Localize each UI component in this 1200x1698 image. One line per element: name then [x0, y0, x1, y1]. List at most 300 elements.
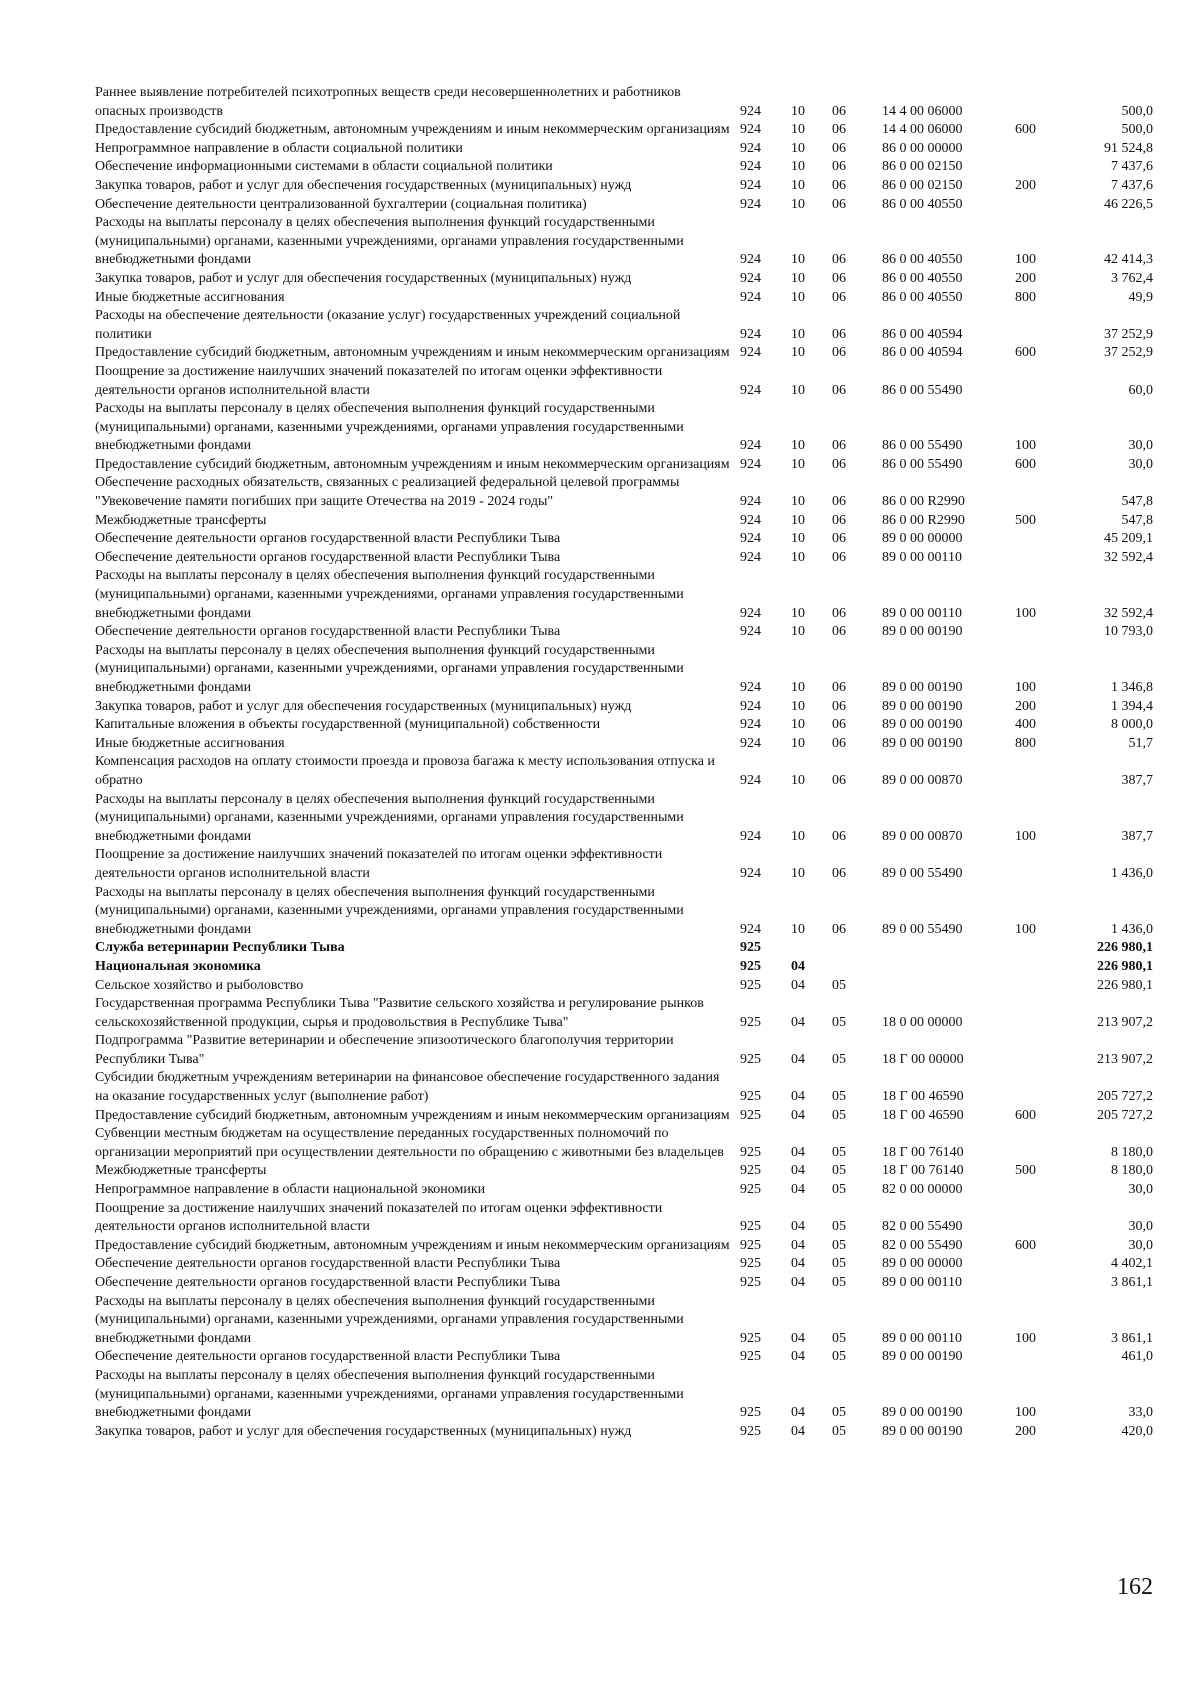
row-section-code: 10: [791, 326, 805, 342]
row-target-article: 89 0 00 00870: [882, 828, 963, 844]
row-subsection-code: 06: [832, 159, 846, 175]
row-name: Обеспечение деятельности органов государственной власти Республики Тыва: [95, 1256, 561, 1272]
row-amount: 8 000,0: [1111, 717, 1153, 733]
row-expense-type: 600: [1015, 345, 1036, 361]
row-expense-type: [1015, 549, 1069, 568]
row-amount: 7 437,6: [1111, 159, 1153, 175]
row-ved-code: 925: [740, 1423, 761, 1439]
row-expense-type: 800: [1015, 289, 1036, 305]
budget-table: [95, 84, 1155, 1441]
row-subsection-code: 06: [832, 605, 846, 621]
table-row: [95, 884, 1155, 940]
table-row: [95, 530, 1155, 549]
row-amount: 387,7: [1121, 828, 1153, 844]
row-section-code: 10: [791, 270, 805, 286]
row-ved-code: 924: [740, 735, 761, 751]
row-subsection-code: 06: [832, 512, 846, 528]
row-section-code: 04: [791, 977, 805, 993]
budget-table-body: [95, 84, 1155, 1441]
row-name: Предоставление субсидий бюджетным, автономным учреждениям и иным некоммерческим организациям: [95, 345, 730, 361]
row-name: Обеспечение информационными системами в области социальной политики: [95, 159, 553, 175]
row-section-code: 10: [791, 698, 805, 714]
row-subsection-code: 06: [832, 549, 846, 565]
row-subsection-code: 06: [832, 624, 846, 640]
row-ved-code: 924: [740, 549, 761, 565]
row-name: Предоставление субсидий бюджетным, автономным учреждениям и иным некоммерческим организациям: [95, 122, 730, 138]
row-ved-code: 924: [740, 456, 761, 472]
row-expense-type: 100: [1015, 680, 1036, 695]
row-ved-code: 925: [740, 1144, 761, 1160]
row-expense-type: 100: [1015, 438, 1036, 454]
row-ved-code: 924: [740, 177, 761, 193]
row-name: Обеспечение деятельности органов государственной власти Республики Тыва: [95, 531, 561, 547]
table-row: [95, 400, 1155, 456]
row-section-code: 04: [791, 1405, 805, 1421]
row-subsection-code: 05: [832, 1405, 846, 1421]
row-amount: 387,7: [1121, 772, 1153, 788]
table-row: [95, 270, 1155, 289]
row-subsection-code: 06: [832, 456, 846, 472]
row-ved-code: 925: [740, 1219, 761, 1235]
row-expense-type: 200: [1015, 177, 1036, 193]
row-expense-type: [1015, 846, 1069, 883]
row-subsection-code: 05: [832, 1014, 846, 1030]
row-expense-type: [1015, 939, 1069, 958]
row-target-article: 89 0 00 55490: [882, 921, 963, 937]
row-ved-code: 924: [740, 921, 761, 937]
row-subsection-code: 06: [832, 177, 846, 193]
row-target-article: 86 0 00 55490: [882, 456, 963, 472]
row-amount: 226 980,1: [1097, 940, 1153, 956]
row-expense-type: [1015, 363, 1069, 400]
row-expense-type: 500: [1015, 512, 1036, 528]
row-name: Межбюджетные трансферты: [95, 512, 267, 528]
row-expense-type: [1015, 1125, 1069, 1162]
row-name: Иные бюджетные ассигнования: [95, 735, 285, 751]
table-row: [95, 1348, 1155, 1367]
row-name: Закупка товаров, работ и услуг для обеспечения государственных (муниципальных) нужд: [95, 1423, 632, 1439]
row-expense-type: 600: [1015, 122, 1036, 138]
row-amount: 37 252,9: [1104, 345, 1153, 361]
row-amount: 45 209,1: [1104, 531, 1153, 547]
row-target-article: 14 4 00 06000: [882, 103, 963, 119]
row-amount: 30,0: [1128, 456, 1153, 472]
row-ved-code: 925: [740, 1330, 761, 1346]
row-amount: 205 727,2: [1097, 1089, 1153, 1105]
row-amount: 1 436,0: [1111, 921, 1153, 937]
table-row: [95, 642, 1155, 698]
row-expense-type: 600: [1015, 1107, 1036, 1123]
row-ved-code: 924: [740, 159, 761, 175]
row-name: Расходы на выплаты персоналу в целях обеспечения выполнения функций государственными (муниципальными) органами, казенными учреждениями, органами управления государственными внебюджетными фондами: [95, 568, 684, 621]
row-name: Обеспечение расходных обязательств, связанных с реализацией федеральной целевой программы "Увековечение памяти погибших при защите Отечества на 2019 - 2024 годы": [95, 475, 680, 510]
row-name: Предоставление субсидий бюджетным, автономным учреждениям и иным некоммерческим организациям: [95, 1237, 730, 1253]
row-name: Обеспечение деятельности органов государственной власти Республики Тыва: [95, 1275, 561, 1290]
row-section-code: 10: [791, 122, 805, 138]
row-target-article: 89 0 00 00110: [882, 549, 962, 565]
row-section-code: 10: [791, 717, 805, 733]
row-ved-code: 925: [740, 940, 761, 956]
row-amount: 30,0: [1128, 1237, 1153, 1253]
row-section-code: 10: [791, 382, 805, 398]
table-row: [95, 140, 1155, 159]
table-row: [95, 177, 1155, 196]
row-expense-type: [1015, 1348, 1069, 1367]
row-expense-type: 100: [1015, 252, 1036, 268]
table-row: [95, 158, 1155, 177]
row-section-code: 10: [791, 252, 805, 268]
row-amount: 32 592,4: [1104, 605, 1153, 621]
row-expense-type: 200: [1015, 698, 1036, 714]
row-target-article: [882, 939, 1015, 958]
row-target-article: 89 0 00 00190: [882, 698, 963, 714]
row-target-article: 18 Г 00 00000: [882, 1051, 964, 1067]
row-amount: 10 793,0: [1104, 624, 1153, 640]
row-target-article: 86 0 00 40594: [882, 326, 963, 342]
row-target-article: 86 0 00 40550: [882, 196, 963, 212]
row-section-code: [791, 939, 832, 958]
row-target-article: 18 Г 00 46590: [882, 1089, 964, 1105]
row-subsection-code: 06: [832, 698, 846, 714]
row-section-code: 04: [791, 1330, 805, 1346]
row-ved-code: 924: [740, 494, 761, 510]
table-row: [95, 307, 1155, 344]
table-row: [95, 196, 1155, 215]
row-ved-code: 924: [740, 717, 761, 733]
table-row: [95, 1125, 1155, 1162]
table-row: [95, 121, 1155, 140]
table-row: [95, 1200, 1155, 1237]
row-target-article: 89 0 00 00190: [882, 1423, 963, 1439]
row-ved-code: 925: [740, 1014, 761, 1030]
row-subsection-code: 05: [832, 977, 846, 993]
row-name: Обеспечение деятельности органов государственной власти Республики Тыва: [95, 624, 561, 640]
row-ved-code: 925: [740, 1349, 761, 1365]
row-section-code: 10: [791, 456, 805, 472]
row-ved-code: 924: [740, 140, 761, 156]
row-name: Иные бюджетные ассигнования: [95, 289, 285, 305]
row-ved-code: 925: [740, 958, 761, 974]
row-ved-code: 924: [740, 196, 761, 212]
table-row: [95, 1255, 1155, 1274]
row-section-code: 04: [791, 1423, 805, 1439]
row-expense-type: [1015, 1274, 1069, 1293]
table-row: [95, 977, 1155, 996]
row-target-article: 89 0 00 00190: [882, 735, 963, 751]
row-ved-code: 924: [740, 828, 761, 844]
row-section-code: 04: [791, 958, 805, 974]
row-expense-type: [1015, 140, 1069, 159]
row-ved-code: 925: [740, 1051, 761, 1067]
row-section-code: 10: [791, 512, 805, 528]
row-section-code: 10: [791, 772, 805, 788]
row-ved-code: 925: [740, 1107, 761, 1123]
row-ved-code: 924: [740, 103, 761, 119]
row-target-article: 89 0 00 55490: [882, 865, 963, 881]
row-section-code: 10: [791, 921, 805, 937]
row-target-article: 89 0 00 00870: [882, 772, 963, 788]
row-expense-type: [1015, 1200, 1069, 1237]
row-amount: 3 861,1: [1111, 1330, 1153, 1346]
row-ved-code: 924: [740, 865, 761, 881]
row-name: Обеспечение деятельности централизованной бухгалтерии (социальная политика): [95, 196, 587, 212]
row-name: Обеспечение деятельности органов государственной власти Республики Тыва: [95, 549, 561, 565]
row-expense-type: [1015, 84, 1069, 121]
row-subsection-code: 06: [832, 494, 846, 510]
row-subsection-code: 05: [832, 1163, 846, 1179]
row-section-code: 04: [791, 1256, 805, 1272]
row-subsection-code: 06: [832, 270, 846, 286]
row-amount: 42 414,3: [1104, 252, 1153, 268]
row-target-article: 89 0 00 00000: [882, 1256, 963, 1272]
row-ved-code: 924: [740, 270, 761, 286]
row-amount: 1 346,8: [1111, 680, 1153, 695]
row-section-code: 10: [791, 196, 805, 212]
row-ved-code: 925: [740, 1237, 761, 1253]
row-amount: 30,0: [1128, 438, 1153, 454]
row-subsection-code: 05: [832, 1051, 846, 1067]
row-subsection-code: 06: [832, 772, 846, 788]
row-amount: 8 180,0: [1111, 1144, 1153, 1160]
row-target-article: 89 0 00 00190: [882, 1405, 963, 1421]
row-section-code: 04: [791, 1182, 805, 1198]
row-name: Поощрение за достижение наилучших значений показателей по итогам оценки эффективности деятельности органов исполнительной власти: [95, 363, 663, 398]
row-name: Расходы на выплаты персоналу в целях обеспечения выполнения функций государственными (муниципальными) органами, казенными учреждениями, органами управления государственными внебюджетными фондами: [95, 401, 684, 454]
row-target-article: 86 0 00 02150: [882, 177, 963, 193]
row-subsection-code: 05: [832, 1275, 846, 1290]
row-name: Закупка товаров, работ и услуг для обеспечения государственных (муниципальных) нужд: [95, 177, 632, 193]
row-target-article: 86 0 00 55490: [882, 382, 963, 398]
row-amount: 91 524,8: [1104, 140, 1153, 156]
row-target-article: 89 0 00 00190: [882, 624, 963, 640]
page-number: 162: [1117, 1574, 1153, 1600]
row-name: Субсидии бюджетным учреждениям ветеринарии на финансовое обеспечение государственного задания на оказание государственных услуг (выполнение работ): [95, 1070, 720, 1105]
row-name: Предоставление субсидий бюджетным, автономным учреждениям и иным некоммерческим организациям: [95, 1107, 730, 1123]
table-row: [95, 846, 1155, 883]
row-subsection-code: 06: [832, 865, 846, 881]
row-target-article: 89 0 00 00190: [882, 680, 963, 695]
row-expense-type: [1015, 977, 1069, 996]
row-section-code: 10: [791, 438, 805, 454]
row-subsection-code: 05: [832, 1089, 846, 1105]
row-target-article: 18 Г 00 76140: [882, 1144, 964, 1160]
row-target-article: 18 Г 00 76140: [882, 1163, 964, 1179]
row-subsection-code: 06: [832, 828, 846, 844]
row-name: Расходы на обеспечение деятельности (оказание услуг) государственных учреждений социальной политики: [95, 308, 681, 342]
table-row: [95, 1237, 1155, 1256]
row-amount: 547,8: [1121, 494, 1153, 510]
row-subsection-code: 05: [832, 1144, 846, 1160]
row-name: Сельское хозяйство и рыболовство: [95, 977, 304, 993]
row-amount: 213 907,2: [1097, 1014, 1153, 1030]
table-row: [95, 939, 1155, 958]
row-name: Межбюджетные трансферты: [95, 1163, 267, 1179]
row-section-code: 10: [791, 828, 805, 844]
row-name: Поощрение за достижение наилучших значений показателей по итогам оценки эффективности деятельности органов исполнительной власти: [95, 847, 663, 881]
row-amount: 213 907,2: [1097, 1051, 1153, 1067]
row-target-article: [882, 977, 1015, 996]
table-row: [95, 791, 1155, 847]
row-name: Подпрограмма "Развитие ветеринарии и обеспечение эпизоотического благополучия территории Республики Тыва": [95, 1033, 674, 1067]
row-name: Субвенции местным бюджетам на осуществление переданных государственных полномочий по организации мероприятий при осуществлении деятельности по обращению с животными без владельцев: [95, 1126, 724, 1160]
row-section-code: 04: [791, 1275, 805, 1290]
row-subsection-code: 06: [832, 921, 846, 937]
row-amount: 49,9: [1128, 289, 1153, 305]
row-subsection-code: 06: [832, 438, 846, 454]
row-amount: 8 180,0: [1111, 1163, 1153, 1179]
table-row: [95, 716, 1155, 735]
row-name: Компенсация расходов на оплату стоимости проезда и провоза багажа к месту использования отпуска и обратно: [95, 754, 715, 788]
row-amount: 33,0: [1128, 1405, 1153, 1421]
row-section-code: 10: [791, 624, 805, 640]
row-target-article: 86 0 00 02150: [882, 159, 963, 175]
row-subsection-code: 06: [832, 382, 846, 398]
row-target-article: 82 0 00 00000: [882, 1182, 963, 1198]
table-row: [95, 995, 1155, 1032]
table-row: [95, 474, 1155, 511]
table-row: [95, 753, 1155, 790]
row-subsection-code: 05: [832, 1423, 846, 1439]
row-section-code: 04: [791, 1051, 805, 1067]
row-section-code: 10: [791, 177, 805, 193]
row-amount: 37 252,9: [1104, 326, 1153, 342]
row-section-code: 10: [791, 345, 805, 361]
row-expense-type: [1015, 1181, 1069, 1200]
row-target-article: 89 0 00 00000: [882, 531, 963, 547]
row-name: Расходы на выплаты персоналу в целях обеспечения выполнения функций государственными (муниципальными) органами, казенными учреждениями, органами управления государственными внебюджетными фондами: [95, 1367, 684, 1421]
row-name: Предоставление субсидий бюджетным, автономным учреждениям и иным некоммерческим организациям: [95, 456, 730, 472]
table-row: [95, 958, 1155, 977]
row-target-article: 82 0 00 55490: [882, 1237, 963, 1253]
row-name: Непрограммное направление в области социальной политики: [95, 140, 463, 156]
row-amount: 51,7: [1128, 735, 1153, 751]
row-section-code: 10: [791, 140, 805, 156]
row-section-code: 10: [791, 103, 805, 119]
row-amount: 30,0: [1128, 1219, 1153, 1235]
row-amount: 226 980,1: [1097, 977, 1153, 993]
row-section-code: 10: [791, 865, 805, 881]
row-amount: 420,0: [1121, 1423, 1153, 1439]
row-expense-type: 600: [1015, 456, 1036, 472]
row-subsection-code: [832, 939, 882, 958]
row-target-article: [882, 958, 1015, 977]
table-row: [95, 1274, 1155, 1293]
row-subsection-code: [832, 958, 882, 977]
row-ved-code: 924: [740, 382, 761, 398]
row-target-article: 86 0 00 40550: [882, 289, 963, 305]
table-row: [95, 1181, 1155, 1200]
row-expense-type: [1015, 474, 1069, 511]
row-expense-type: [1015, 307, 1069, 344]
row-expense-type: [1015, 196, 1069, 215]
row-amount: 4 402,1: [1111, 1256, 1153, 1272]
row-subsection-code: 06: [832, 717, 846, 733]
row-subsection-code: 06: [832, 326, 846, 342]
row-expense-type: 100: [1015, 921, 1036, 937]
row-ved-code: 925: [740, 1089, 761, 1105]
row-name: Капитальные вложения в объекты государственной (муниципальной) собственности: [95, 717, 601, 733]
row-expense-type: 600: [1015, 1237, 1036, 1253]
row-ved-code: 925: [740, 1163, 761, 1179]
row-name: Расходы на выплаты персоналу в целях обеспечения выполнения функций государственными (муниципальными) органами, казенными учреждениями, органами управления государственными внебюджетными фондами: [95, 791, 684, 844]
row-subsection-code: 05: [832, 1349, 846, 1365]
table-row: [95, 698, 1155, 717]
table-row: [95, 456, 1155, 475]
row-section-code: 04: [791, 1089, 805, 1105]
table-row: [95, 567, 1155, 623]
row-target-article: 89 0 00 00110: [882, 1275, 962, 1290]
row-subsection-code: 05: [832, 1182, 846, 1198]
row-subsection-code: 05: [832, 1219, 846, 1235]
table-row: [95, 1423, 1155, 1442]
row-expense-type: 100: [1015, 605, 1036, 621]
row-subsection-code: 06: [832, 140, 846, 156]
row-ved-code: 924: [740, 772, 761, 788]
row-expense-type: 800: [1015, 735, 1036, 751]
row-expense-type: [1015, 623, 1069, 642]
row-ved-code: 924: [740, 605, 761, 621]
row-expense-type: [1015, 958, 1069, 977]
row-ved-code: 924: [740, 531, 761, 547]
row-name: Расходы на выплаты персоналу в целях обеспечения выполнения функций государственными (муниципальными) органами, казенными учреждениями, органами управления государственными внебюджетными фондами: [95, 642, 684, 695]
table-row: [95, 623, 1155, 642]
row-section-code: 04: [791, 1349, 805, 1365]
row-amount: 205 727,2: [1097, 1107, 1153, 1123]
row-section-code: 10: [791, 735, 805, 751]
row-ved-code: 925: [740, 1275, 761, 1290]
row-target-article: 14 4 00 06000: [882, 122, 963, 138]
row-expense-type: [1015, 1032, 1069, 1069]
row-ved-code: 925: [740, 1405, 761, 1421]
row-target-article: 89 0 00 00190: [882, 1349, 963, 1365]
row-target-article: 86 0 00 55490: [882, 438, 963, 454]
row-amount: 46 226,5: [1104, 196, 1153, 212]
row-expense-type: 200: [1015, 1423, 1036, 1439]
row-subsection-code: 05: [832, 1256, 846, 1272]
row-subsection-code: 06: [832, 289, 846, 305]
row-amount: 1 436,0: [1111, 865, 1153, 881]
row-name: Государственная программа Республики Тыва "Развитие сельского хозяйства и регулирование рынков сельскохозяйственной продукции, сырья и продовольствия в Республике Тыва": [95, 996, 704, 1030]
row-amount: 3 762,4: [1111, 270, 1153, 286]
row-subsection-code: 05: [832, 1330, 846, 1346]
row-ved-code: 925: [740, 977, 761, 993]
table-row: [95, 512, 1155, 531]
row-ved-code: 924: [740, 326, 761, 342]
row-amount: 547,8: [1121, 512, 1153, 528]
row-target-article: 86 0 00 R2990: [882, 512, 965, 528]
table-row: [95, 214, 1155, 270]
table-row: [95, 84, 1155, 121]
table-row: [95, 1032, 1155, 1069]
row-ved-code: 924: [740, 512, 761, 528]
row-target-article: 89 0 00 00110: [882, 605, 962, 621]
row-section-code: 10: [791, 549, 805, 565]
row-ved-code: 925: [740, 1182, 761, 1198]
row-ved-code: 924: [740, 680, 761, 695]
row-name: Национальная экономика: [95, 958, 261, 974]
row-subsection-code: 06: [832, 196, 846, 212]
row-expense-type: [1015, 158, 1069, 177]
row-name: Расходы на выплаты персоналу в целях обеспечения выполнения функций государственными (муниципальными) органами, казенными учреждениями, органами управления государственными внебюджетными фондами: [95, 884, 684, 937]
row-section-code: 04: [791, 1107, 805, 1123]
row-section-code: 10: [791, 159, 805, 175]
row-amount: 7 437,6: [1111, 177, 1153, 193]
table-row: [95, 1162, 1155, 1181]
table-row: [95, 289, 1155, 308]
row-section-code: 10: [791, 605, 805, 621]
row-amount: 226 980,1: [1097, 958, 1153, 974]
table-row: [95, 363, 1155, 400]
